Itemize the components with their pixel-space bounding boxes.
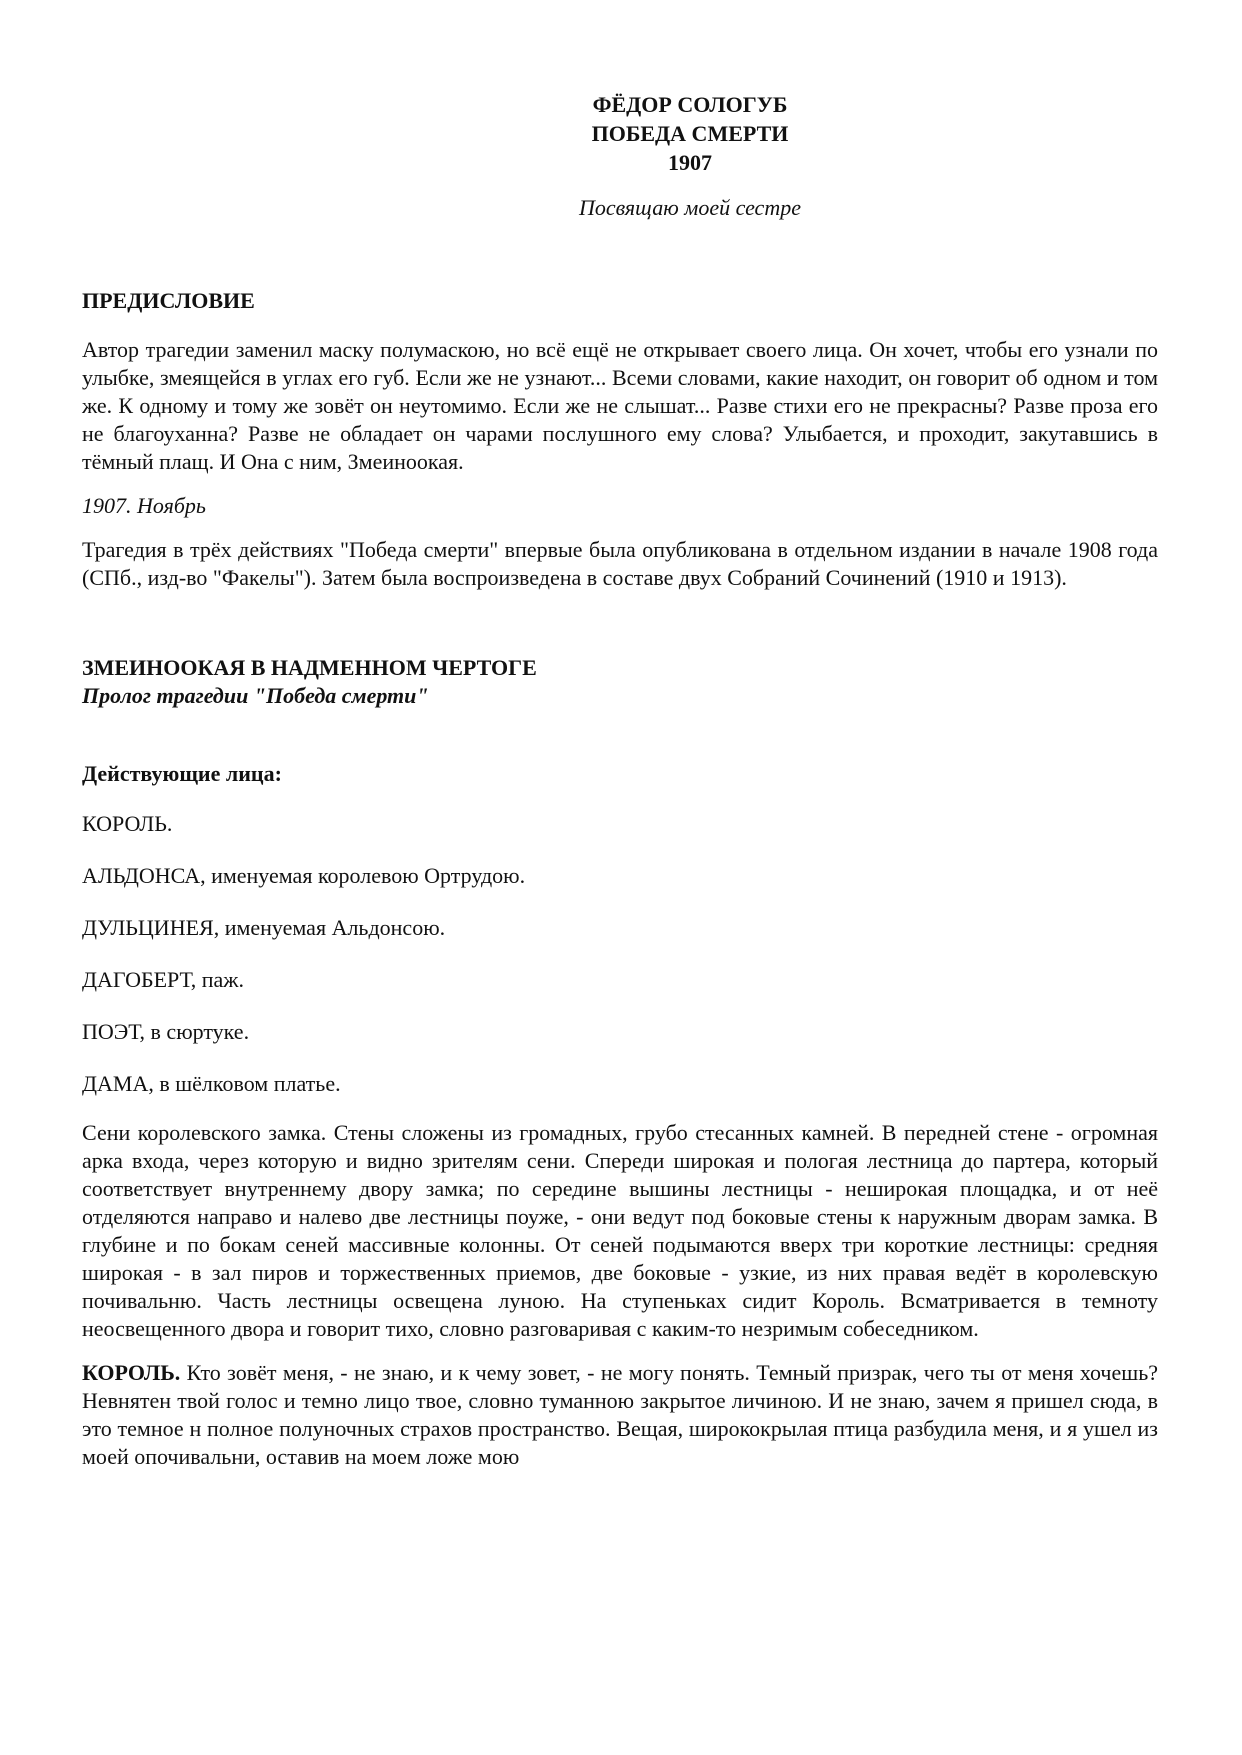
preface-heading: ПРЕДИСЛОВИЕ xyxy=(82,288,255,313)
author-name: ФЁДОР СОЛОГУБ xyxy=(592,92,788,117)
publication-note: Трагедия в трёх действиях "Победа смерти" впервые была опубликована в отдельном издании в начале 1908 года (СПб., изд-во "Факелы"). Затем была воспроизведена в составе двух Собраний Сочинений (1910 и 1913). xyxy=(82,537,1158,590)
prologue-heading: ЗМЕИНООКАЯ В НАДМЕННОМ ЧЕРТОГЕ xyxy=(82,655,537,680)
cast-item: ДАГОБЕРТ, паж. xyxy=(82,967,245,992)
cast-item: КОРОЛЬ. xyxy=(82,811,173,836)
preface-paragraph: Автор трагедии заменил маску полумаскою, но всё ещё не открывает своего лица. Он хочет, чтобы его узнали по улыбке, змеящейся в углах его губ. Если же не узнают... Всеми словами, какие находит, он говорит об одном и том же. К одному и тому же зовёт он неутомимо. Если же не слышат... Разве стихи его не прекрасны? Разве проза его не благоуханна? Разве не обладает он чарами послушного ему слова? Улыбается, и проходит, закутавшись в тёмный плащ. И Она с ним, Змеиноокая. xyxy=(82,337,1158,474)
cast-item: ДУЛЬЦИНЕЯ, именуемая Альдонсою. xyxy=(82,915,446,940)
speech-paragraph xyxy=(82,1359,1158,1471)
cast-heading: Действующие лица: xyxy=(82,761,282,786)
cast-item: ПОЭТ, в сюртуке. xyxy=(82,1019,250,1044)
speech-text: Кто зовёт меня, - не знаю, и к чему зовет, - не могу понять. Темный призрак, чего ты от меня хочешь? Невнятен твой голос и темно лицо твое, словно туманною закрытое личиною. И не знаю, зачем я пришел сюда, в это темное н полное полуночных страхов пространство. Вещая, ширококрылая птица разбудила меня, и я ушел из моей опочивальни, оставив на моем ложе мою xyxy=(82,1360,1158,1469)
scene-description: Сени королевского замка. Стены сложены из громадных, грубо стесанных камней. В передней стене - огромная арка входа, через которую и видно зрителям сени. Спереди широкая и пологая лестница до партера, который соответствует внутреннему двору замка; по середине вышины лестницы - неширокая площадка, и от неё отделяются направо и налево две лестницы поуже, - они ведут под боковые стены к наружным дворам замка. В глубине и по бокам сеней массивные колонны. От сеней подымаются вверх три короткие лестницы: средняя широкая - в зал пиров и торжественных приемов, две боковые - узкие, из них правая ведёт в королевскую почивальню. Часть лестницы освещена луною. На ступеньках сидит Король. Всматривается в темноту неосвещенного двора и говорит тихо, словно разговаривая с каким-то незримым собеседником. xyxy=(82,1120,1158,1341)
dedication: Посвящаю моей сестре xyxy=(579,195,801,220)
document-page xyxy=(82,90,1158,1471)
preface-date: 1907. Ноябрь xyxy=(82,493,206,518)
work-year: 1907 xyxy=(668,150,712,175)
speaker-name: КОРОЛЬ. xyxy=(82,1360,181,1385)
cast-item: АЛЬДОНСА, именуемая королевою Ортрудою. xyxy=(82,863,526,888)
work-title: ПОБЕДА СМЕРТИ xyxy=(591,121,789,146)
cast-item: ДАМА, в шёлковом платье. xyxy=(82,1071,341,1096)
title-block xyxy=(222,90,1158,177)
prologue-subheading: Пролог трагедии "Победа смерти" xyxy=(82,683,429,708)
